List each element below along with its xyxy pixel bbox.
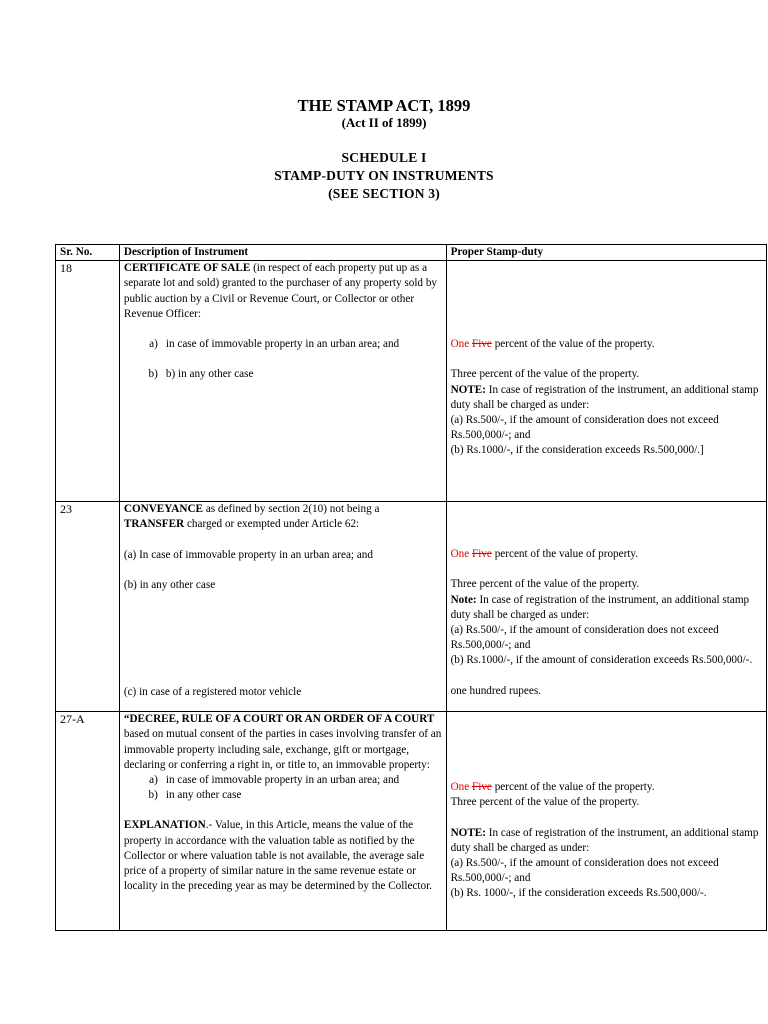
duty-text: percent of the value of property. — [491, 548, 639, 561]
list-item-text: b) in any other case — [165, 368, 254, 381]
description-text — [124, 502, 442, 532]
list-item-text: in case of immovable property in an urban area; and — [165, 338, 400, 351]
table-row — [56, 502, 767, 712]
explanation-text — [124, 818, 442, 894]
list-item — [124, 773, 442, 788]
note-item: (a) Rs.500/-, if the amount of consideration does not exceed Rs.500,000/-; and — [450, 414, 719, 442]
duty-line — [451, 337, 762, 352]
duty-line: Three percent of the value of the property. — [450, 796, 640, 809]
document-subtitle: (Act II of 1899) — [341, 115, 427, 130]
instrument-name: CONVEYANCE — [123, 503, 204, 516]
list-item — [124, 788, 442, 803]
list-item-label: b) — [148, 789, 158, 802]
note-body: In case of registration of the instrument, an additional stamp duty shall be charged as under: — [450, 383, 759, 411]
sr-no-cell: 27-A — [56, 712, 120, 931]
column-header-sr-no: Sr. No. — [56, 245, 120, 261]
note-item: (b) Rs. 1000/-, if the consideration exceeds Rs.500,000/-. — [450, 887, 707, 900]
table-row — [56, 712, 767, 931]
duty-line — [451, 780, 762, 795]
table-row — [56, 261, 767, 502]
instrument-detail: (in respect of each property put up as a separate lot and sold) granted to the purchaser of any property sold by public auction by a Civil or Revenue Court, or Collector or other Revenue Officer: — [123, 262, 438, 320]
note-label: NOTE: — [450, 383, 486, 396]
stamp-duty-table — [55, 244, 767, 931]
struck-text: Five — [472, 548, 492, 561]
description-text — [124, 261, 442, 322]
note-text — [451, 826, 762, 856]
amended-text: One — [450, 548, 470, 561]
list-item-label: a) — [149, 774, 158, 787]
duty-text: percent of the value of the property. — [491, 781, 655, 794]
list-item — [124, 367, 442, 382]
table-header-row — [56, 245, 767, 261]
schedule-title: STAMP-DUTY ON INSTRUMENTS — [274, 168, 494, 183]
instrument-detail: charged or exempted under Article 62: — [184, 518, 360, 531]
note-label: Note: — [450, 593, 477, 606]
stamp-duty-cell — [446, 712, 766, 931]
note-item: (b) Rs.1000/-, if the consideration exceeds Rs.500,000/.] — [450, 444, 704, 457]
struck-text: Five — [472, 781, 492, 794]
explanation-body: .- Value, in this Article, means the value of the property in accordance with the valuation table as notified by the Collector or where valuation table is not available, the average sale price of a property of similar nature in the same revenue estate or locality in the preceding year as may be determined by the Collector. — [123, 819, 433, 893]
instrument-detail: based on mutual consent of the parties in cases involving transfer of an immovable property including sale, exchange, gift or mortgage, declaring or conferring a right in, or title to, an immovable property: — [123, 728, 442, 771]
document-title: THE STAMP ACT, 1899 — [297, 96, 471, 115]
note-body: In case of registration of the instrument, an additional stamp duty shall be charged as under: — [450, 826, 759, 854]
sr-no-cell: 23 — [56, 502, 120, 712]
list-item: (b) in any other case — [123, 578, 216, 591]
sr-no-cell: 18 — [56, 261, 120, 502]
note-text — [451, 593, 762, 623]
duty-line: Three percent of the value of the property. — [450, 368, 640, 381]
list-item-label: b) — [148, 368, 158, 381]
instrument-name: TRANSFER — [123, 518, 185, 531]
duty-line: Three percent of the value of the property. — [450, 578, 640, 591]
schedule-heading: SCHEDULE I — [341, 150, 427, 165]
amended-text: One — [450, 338, 470, 351]
note-text — [451, 383, 762, 413]
description-cell — [119, 712, 446, 931]
list-item-text: in any other case — [165, 789, 242, 802]
list-item: (c) in case of a registered motor vehicle — [123, 686, 302, 699]
amended-text: One — [450, 781, 470, 794]
note-body: In case of registration of the instrument, an additional stamp duty shall be charged as under: — [450, 593, 750, 621]
explanation-label: EXPLANATION — [123, 819, 206, 832]
note-item: (a) Rs.500/-, if the amount of consideration does not exceed Rs.500,000/-; and — [450, 624, 719, 652]
section-reference: (SEE SECTION 3) — [328, 186, 440, 201]
note-item: (b) Rs.1000/-, if the amount of consideration exceeds Rs.500,000/-. — [450, 654, 753, 667]
description-cell — [119, 261, 446, 502]
duty-line — [451, 547, 762, 562]
list-item — [124, 337, 442, 352]
instrument-name: CERTIFICATE OF SALE — [123, 262, 251, 275]
duty-text: percent of the value of the property. — [491, 338, 655, 351]
stamp-duty-cell — [446, 261, 766, 502]
instrument-name: “DECREE, RULE OF A COURT OR AN ORDER OF A COURT — [123, 713, 435, 726]
column-header-stamp-duty: Proper Stamp-duty — [446, 245, 766, 261]
stamp-duty-cell — [446, 502, 766, 712]
list-item-text: in case of immovable property in an urban area; and — [165, 774, 400, 787]
column-header-description: Description of Instrument — [119, 245, 446, 261]
note-item: (a) Rs.500/-, if the amount of consideration does not exceed Rs.500,000/-; and — [450, 857, 719, 885]
duty-line: one hundred rupees. — [450, 684, 541, 697]
list-item-label: a) — [149, 338, 158, 351]
instrument-detail: as defined by section 2(10) not being a — [203, 503, 380, 516]
note-label: NOTE: — [450, 826, 486, 839]
list-item: (a) In case of immovable property in an urban area; and — [123, 548, 373, 561]
description-text — [124, 712, 442, 773]
description-cell — [119, 502, 446, 712]
struck-text: Five — [472, 338, 492, 351]
